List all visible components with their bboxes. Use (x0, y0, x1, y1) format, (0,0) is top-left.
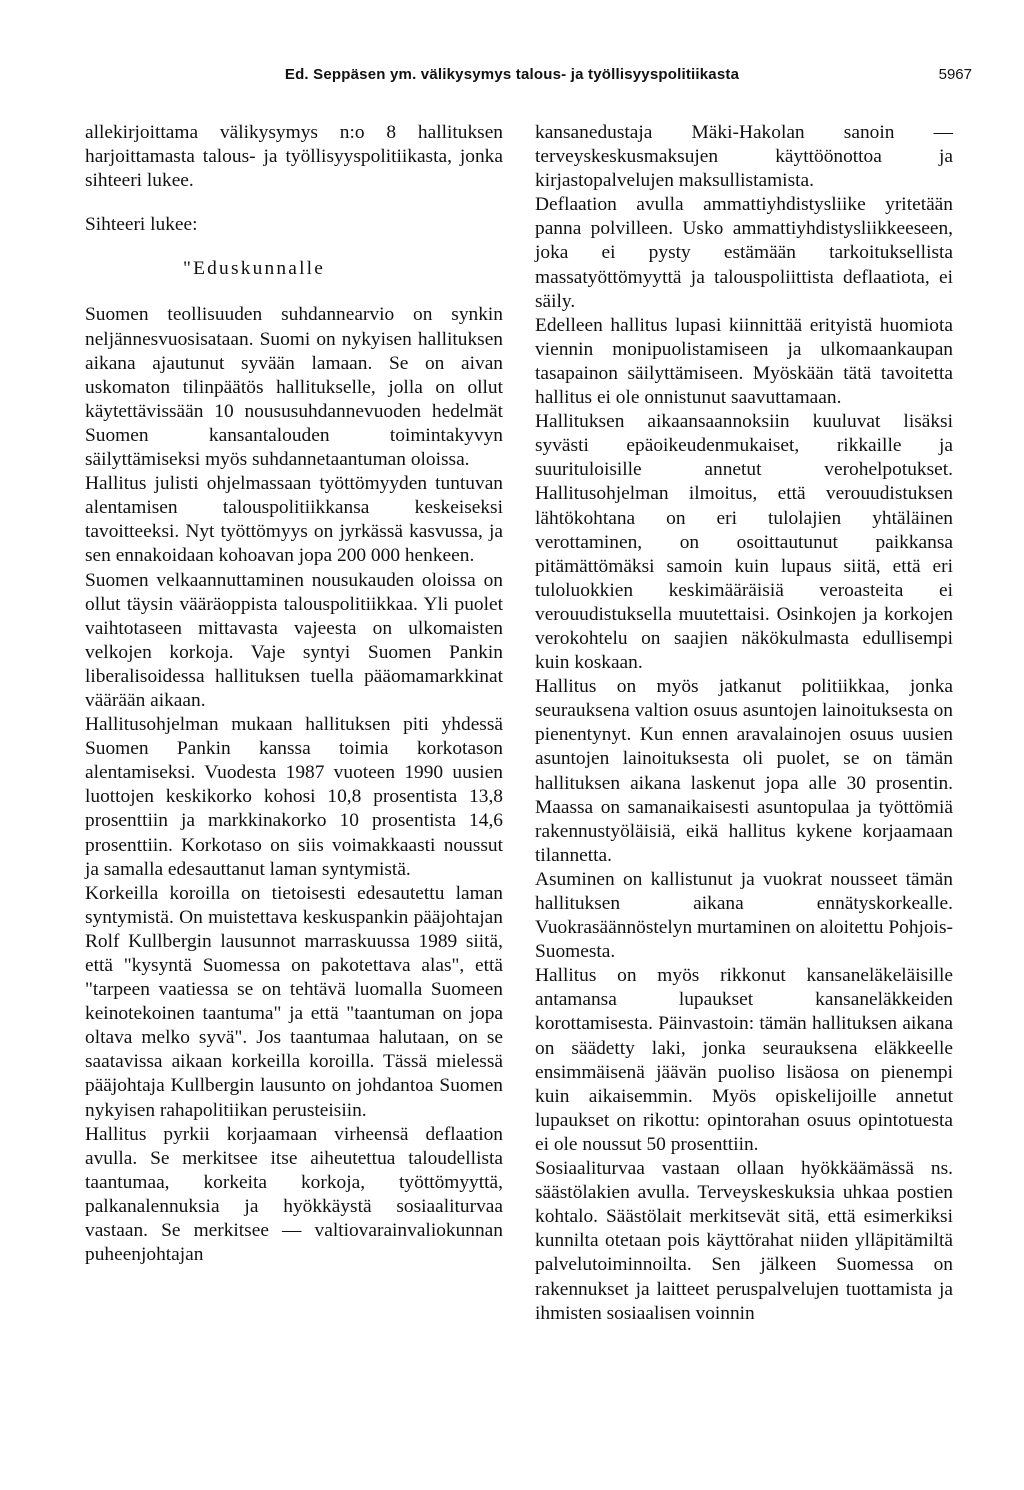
paragraph: Deflaation avulla ammattiyhdistysliike yritetään panna polvilleen. Usko ammattiyhdistysliikkeeseen, joka ei pysty estämään tarkoituksellista massatyöttömyyttä ja talouspoliittista deflaatiota, ei säily. (535, 194, 953, 312)
paragraph: Suomen velkaannuttaminen nousukauden oloissa on ollut täysin vääräoppista talouspolitiikkaa. Yli puolet vaihtotaseen mittavasta vajeesta on ulkomaisten velkojen korkoja. Vaje syntyi Suomen Pankin liberalisoidessa hallituksen tuella pääomamarkkinat väärään aikaan. (85, 569, 503, 711)
paragraph: Hallituksen aikaansaannoksiin kuuluvat lisäksi syvästi epäoikeudenmukaiset, rikkaille ja suurituloisille annetut verohelpotukset. Hallitusohjelman ilmoitus, että verouudistuksen lähtökohtana on eri tulolajien yhtäläinen verottaminen, on osoittautunut paikkansa pitämättömäksi samoin kuin lupaus siitä, että eri tuloluokkien keskimääräisiä veroasteita ei verouudistuksella muutettaisi. Osinkojen ja korkojen verokohtelu on saajien näkökulmasta edullisempi kuin koskaan. (535, 411, 953, 674)
paragraph: Suomen teollisuuden suhdannearvio on synkin neljännesvuosisataan. Suomi on nykyisen hallituksen aikana ajautunut syvään lamaan. Se on aivan uskomaton tilinpäätös hallitukselle, jolla on ollut käytettävissään 10 noususuhdannevuoden hedelmät Suomen kansantalouden toimintakyvyn säilyttämiseksi myös suhdannetaantuman oloissa. (85, 304, 503, 471)
paragraph: Hallitus on myös jatkanut politiikkaa, jonka seurauksena valtion osuus asuntojen lainoituksesta on pienentynyt. Kun ennen aravalainojen osuus uusien asuntojen lainoituksesta oli puolet, se on tämän hallituksen aikana laskenut jopa alle 30 prosentin. Maassa on samanaikaisesti asuntopulaa ja työttömiä rakennustyöläisiä, eikä hallitus kykene korjaamaan tilannetta. (535, 676, 953, 866)
paragraph: Hallitus julisti ohjelmassaan työttömyyden tuntuvan alentamisen talouspolitiikkansa keskeiseksi tavoitteeksi. Nyt työttömyys on jyrkässä kasvussa, ja sen ennakoidaan kohoavan jopa 200 000 henkeen. (85, 473, 503, 567)
lead-in-paragraph: allekirjoittama välikysymys n:o 8 hallituksen harjoittamasta talous- ja työllisyyspolitiikasta, jonka sihteeri lukee. (85, 122, 503, 192)
paragraph: Hallitus on myös rikkonut kansaneläkeläisille antamansa lupaukset kansaneläkkeiden korottamisesta. Päinvastoin: tämän hallituksen aikana on säädetty laki, jonka seurauksena eläkkeelle ensimmäisenä jäävän puoliso lisäosa on pienempi kuin aikaisemmin. Myös opiskelijoille annetut lupaukset on rikottu: opintorahan osuus opintotuesta ei ole noussut 50 prosenttiin. (535, 965, 953, 1155)
paragraph: Edelleen hallitus lupasi kiinnittää erityistä huomiota viennin monipuolistamiseen ja ulkomaankaupan tasapainon säilyttämiseen. Myöskään tätä tavoitetta hallitus ei ole onnistunut saavuttamaan. (535, 314, 953, 409)
paragraph: Hallitus pyrkii korjaamaan virheensä deflaation avulla. Se merkitsee itse aiheutettua taloudellista taantumaa, korkeita korkoja, työttömyyttä, palkanalennuksia ja hyökkäystä sosiaaliturvaa vastaan. Se merkitsee — valtiovarainvaliokunnan puheenjohtajan (85, 1123, 503, 1266)
page-number: 5967 (938, 66, 972, 83)
running-title: Ed. Seppäsen ym. välikysymys talous- ja työllisyyspolitiikasta (284, 66, 740, 83)
addressee-heading: "Eduskunnalle (183, 258, 326, 280)
paragraph: Korkeilla koroilla on tietoisesti edesautettu laman syntymistä. On muistettava keskuspankin pääjohtajan Rolf Kullbergin lausunnot marraskuussa 1989 siitä, että "kysyntä Suomessa on pakotettava alas", että "tarpeen vaatiessa se on tehtävä luomalla Suomeen keinotekoinen taantuma" ja että "taantuman on jopa oltava melko syvä". Jos taantumaa halutaan, on se saatavissa aikaan korkeilla koroilla. Tässä mielessä pääjohtaja Kullbergin lausunto on johdantoa Suomen nykyisen rahapolitiikan perusteisiin. (85, 882, 503, 1121)
paragraph: Asuminen on kallistunut ja vuokrat nousseet tämän hallituksen aikana ennätyskorkealle. Vuokrasäännöstelyn murtaminen on aloitettu Pohjois-Suomesta. (535, 868, 953, 963)
paragraph: kansanedustaja Mäki-Hakolan sanoin — terveyskeskusmaksujen käyttöönottoa ja kirjastopalvelujen maksullistamista. (535, 122, 953, 192)
left-column (85, 121, 503, 1267)
right-column (535, 121, 953, 1326)
reader-line: Sihteeri lukee: (85, 214, 198, 236)
paragraph: Hallitusohjelman mukaan hallituksen piti yhdessä Suomen Pankin kanssa toimia korkotason alentamiseksi. Vuodesta 1987 vuoteen 1990 uusien luottojen keskikorko kohosi 10,8 prosentista 13,8 prosenttiin ja markkinakorko 10 prosentista 14,6 prosenttiin. Korkotaso on siis voimakkaasti noussut ja samalla edesauttanut laman syntymistä. (85, 714, 503, 880)
running-head (0, 64, 1024, 88)
paragraph: Sosiaaliturvaa vastaan ollaan hyökkäämässä ns. säästölakien avulla. Terveyskeskuksia uhkaa postien kohtalo. Säästölait merkitsevät sitä, että esimerkiksi kunnilta otetaan pois käyttörahat niiden ylläpitämiltä palvelutoiminnoilta. Sen jälkeen Suomessa on rakennukset ja laitteet peruspalvelujen tuottamista ja ihmisten sosiaalisen voinnin (535, 1158, 953, 1324)
